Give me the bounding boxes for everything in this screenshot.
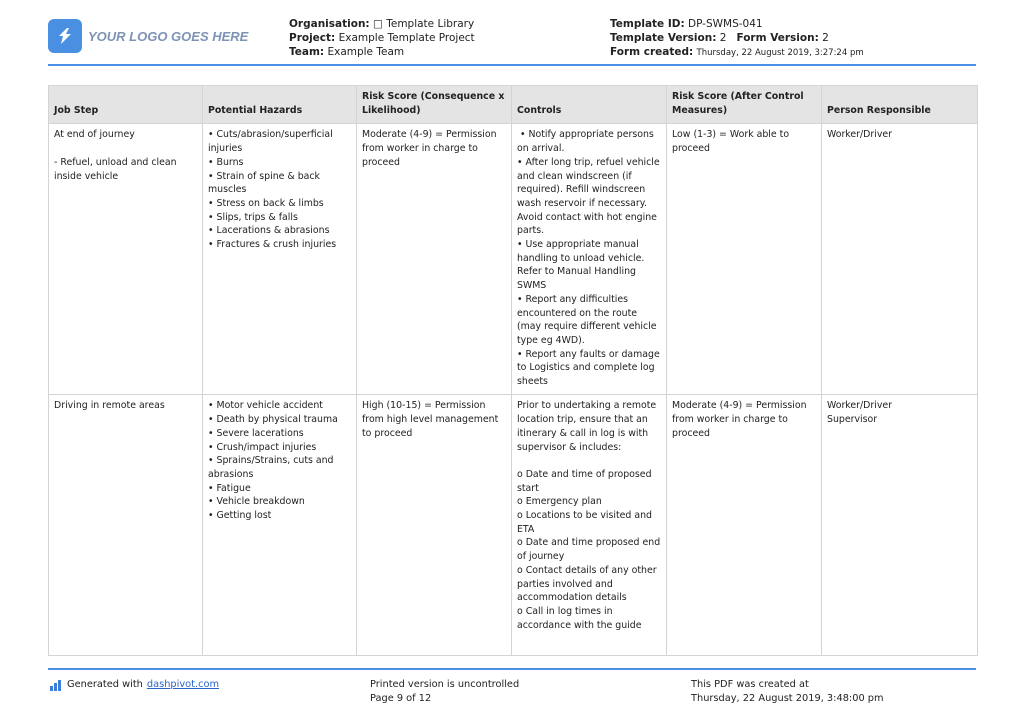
risk-score-after-text: Low (1-3) = Work able to proceed	[672, 129, 790, 155]
form-version-value: 2	[822, 32, 829, 44]
controls-cell	[512, 395, 667, 656]
table-row	[49, 124, 978, 395]
control-item: • Report any faults or damage to Logistics and complete log sheets	[517, 348, 660, 388]
job-step-line: Driving in remote areas	[54, 400, 165, 412]
table-header-row	[49, 86, 978, 124]
control-item: • Use appropriate manual handling to unload vehicle. Refer to Manual Handling SWMS	[517, 239, 645, 292]
hazard-item: • Crush/impact injuries	[208, 441, 317, 453]
table-row	[49, 395, 978, 656]
column-header-risk-score-after: Risk Score (After Control Measures)	[667, 86, 822, 124]
organisation-label: Organisation:	[289, 18, 370, 30]
template-version-label: Template Version:	[610, 32, 717, 44]
column-header-job-step: Job Step	[49, 86, 203, 124]
pdf-created-date: Thursday, 22 August 2019, 3:48:00 pm	[691, 693, 884, 704]
control-item: o Locations to be visited and ETA	[517, 510, 652, 535]
dashpivot-bars-icon	[50, 680, 62, 691]
logo-text: YOUR LOGO GOES HERE	[88, 28, 249, 44]
pdf-created-text: This PDF was created at	[691, 679, 809, 690]
header-divider	[48, 64, 976, 66]
control-item: o Date and time of proposed start	[517, 468, 652, 494]
template-id-label: Template ID:	[610, 18, 685, 30]
control-item: Prior to undertaking a remote location trip, ensure that an itinerary & call in log is with supervisor & includes:	[517, 400, 657, 453]
generated-text: Generated with	[67, 679, 143, 690]
risk-score-text: High (10-15) = Permission from high level management to proceed	[362, 400, 499, 439]
template-meta	[610, 17, 864, 60]
control-item: o Date and time proposed end of journey	[517, 537, 661, 563]
organisation-value: □ Template Library	[372, 18, 475, 30]
job-step-line: At end of journey	[54, 129, 135, 141]
team-value: Example Team	[327, 46, 405, 58]
job-step-cell	[49, 395, 203, 656]
pdf-created	[691, 678, 884, 706]
form-created-label: Form created:	[610, 46, 694, 58]
hazard-item: • Vehicle breakdown	[208, 496, 305, 508]
person-responsible-text: Worker/Driver	[827, 400, 893, 412]
risk-score-after-cell	[667, 395, 822, 656]
hazard-item: • Strain of spine & back muscles	[208, 170, 320, 196]
person-responsible-text: Worker/Driver	[827, 129, 893, 141]
page-indicator: Page 9 of 12	[370, 693, 432, 704]
hazards-cell	[203, 124, 357, 395]
risk-score-text: Moderate (4-9) = Permission from worker in charge to proceed	[362, 129, 497, 168]
hazard-item: • Stress on back & limbs	[208, 197, 324, 209]
hazard-item: • Burns	[208, 156, 244, 168]
job-step-line: - Refuel, unload and clean inside vehicle	[54, 156, 177, 182]
printed-notice-text: Printed version is uncontrolled	[370, 679, 520, 690]
template-id-value: DP-SWMS-041	[688, 18, 763, 30]
team-label: Team:	[289, 46, 325, 58]
hazard-item: • Severe lacerations	[208, 427, 304, 439]
control-item: o Call in log times in accordance with the guide	[517, 605, 642, 631]
print-notice	[370, 678, 519, 706]
hazard-item: • Sprains/Strains, cuts and abrasions	[208, 455, 334, 480]
risk-score-after-cell	[667, 124, 822, 395]
hazards-cell	[203, 395, 357, 656]
generated-with	[50, 678, 219, 692]
project-meta	[289, 17, 475, 59]
control-item: • Notify appropriate persons on arrival.	[517, 129, 654, 155]
document-header	[0, 0, 1024, 64]
job-step-spacer	[54, 142, 197, 156]
project-label: Project:	[289, 32, 336, 44]
dashpivot-link[interactable]: dashpivot.com	[146, 679, 220, 690]
form-created-value: Thursday, 22 August 2019, 3:27:24 pm	[696, 48, 864, 58]
controls-cell	[512, 124, 667, 395]
hazard-item: • Getting lost	[208, 510, 272, 522]
person-responsible-text: Supervisor	[827, 414, 878, 426]
column-header-person-responsible: Person Responsible	[822, 86, 978, 124]
hazard-item: • Death by physical trauma	[208, 414, 338, 426]
hazard-item: • Motor vehicle accident	[208, 400, 323, 412]
swms-table	[48, 85, 978, 656]
control-item: o Emergency plan	[517, 496, 602, 508]
form-version-label: Form Version:	[736, 32, 819, 44]
risk-score-cell	[357, 395, 512, 656]
person-responsible-cell	[822, 395, 978, 656]
job-step-cell	[49, 124, 203, 395]
hazard-item: • Cuts/abrasion/superficial injuries	[208, 129, 333, 155]
footer-divider	[48, 668, 976, 670]
hazard-item: • Lacerations & abrasions	[208, 225, 330, 237]
risk-score-after-text: Moderate (4-9) = Permission from worker in charge to proceed	[672, 400, 807, 439]
risk-score-cell	[357, 124, 512, 395]
hazard-item: • Fatigue	[208, 482, 251, 494]
project-value: Example Template Project	[338, 32, 475, 44]
logo-icon	[48, 19, 82, 53]
control-item: • Report any difficulties encountered on the route (may require different vehicle type eg 4WD).	[517, 293, 657, 346]
person-responsible-cell	[822, 124, 978, 395]
hazard-item: • Fractures & crush injuries	[208, 239, 337, 251]
control-item: o Contact details of any other parties involved and accommodation details	[517, 564, 657, 604]
column-header-controls: Controls	[512, 86, 667, 124]
control-item: • After long trip, refuel vehicle and clean windscreen (if required). Refill windscreen wash reservoir if necessary. Avoid contact with hot engine parts.	[517, 156, 660, 237]
column-header-potential-hazards: Potential Hazards	[203, 86, 357, 124]
control-spacer	[517, 454, 661, 468]
column-header-risk-score: Risk Score (Consequence x Likelihood)	[357, 86, 512, 124]
company-logo	[48, 19, 248, 53]
hazard-item: • Slips, trips & falls	[208, 211, 298, 223]
template-version-value: 2	[719, 32, 727, 44]
